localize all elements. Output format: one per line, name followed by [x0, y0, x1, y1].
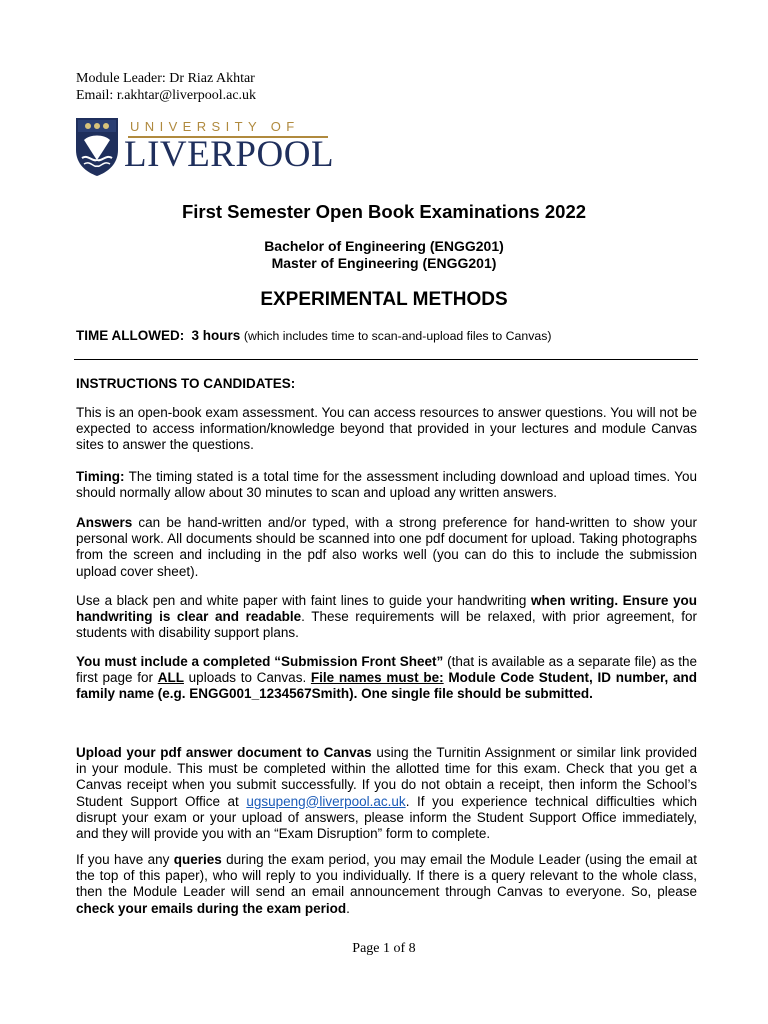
- module-leader: Module Leader: Dr Riaz Akhtar: [76, 71, 255, 86]
- divider: [74, 359, 698, 360]
- check-emails-emphasis: check your emails during the exam period: [76, 900, 347, 916]
- paragraph-front-sheet: [76, 654, 697, 703]
- front-sheet-text-a: (that is available as a separate file) as the first page for: [76, 654, 698, 686]
- upload-emphasis: Upload your pdf answer document to Canvas: [76, 745, 372, 760]
- page-number: Page 1 of 8: [352, 941, 416, 956]
- module-leader-email: Email: r.akhtar@liverpool.ac.uk: [76, 88, 257, 103]
- queries-text-b: during the exam period, you may email the Module Leader (using the email at the top of this paper), who will reply to you individually. If there is a query relevant to the whole class, then the Module Leader will send an email announcement through Canvas to everyone. So, please: [76, 852, 697, 900]
- handwriting-text-a: Use a black pen and white paper with faint lines to guide your handwriting: [76, 593, 531, 608]
- file-names-rule: Module Code Student, ID number, and family name (e.g. ENGG001_1234567Smith). One single file should be submitted.: [76, 670, 697, 702]
- paragraph-answers: [76, 515, 697, 580]
- timing-label: Timing:: [76, 469, 125, 484]
- queries-text-c: .: [346, 900, 350, 916]
- handwriting-emphasis: when writing. Ensure you handwriting is clear and readable: [76, 593, 697, 625]
- module-subject: EXPERIMENTAL METHODS: [260, 289, 508, 310]
- time-allowed-label: TIME ALLOWED:: [76, 328, 185, 343]
- support-email-link[interactable]: ugsupeng@liverpool.ac.uk: [246, 793, 406, 809]
- paragraph-queries: [76, 852, 697, 917]
- answers-label: Answers: [76, 515, 133, 530]
- front-sheet-all: ALL: [157, 670, 184, 686]
- front-sheet-text-b: uploads to Canvas.: [183, 670, 311, 686]
- logo-text-university-of: UNIVERSITY OF: [130, 119, 300, 134]
- queries-text-a: If you have any: [76, 852, 174, 867]
- queries-emphasis: queries: [173, 852, 222, 867]
- time-allowed-value: 3 hours: [191, 328, 241, 343]
- instructions-heading: INSTRUCTIONS TO CANDIDATES:: [76, 376, 296, 391]
- file-names-label: File names must be:: [310, 670, 444, 686]
- time-allowed-note: (which includes time to scan-and-upload files to Canvas): [243, 329, 552, 343]
- logo-text-liverpool: LIVERPOOL: [124, 134, 335, 175]
- exam-title: First Semester Open Book Examinations 2022: [181, 201, 587, 222]
- time-allowed: [76, 328, 551, 343]
- front-sheet-required: You must include a completed “Submission Front Sheet”: [76, 654, 444, 669]
- paragraph-upload: [76, 745, 697, 842]
- timing-text: The timing stated is a total time for the assessment including download and upload times. You should normally allow about 30 minutes to scan and upload any written answers.: [76, 469, 697, 501]
- degree-master: Master of Engineering (ENGG201): [271, 255, 497, 271]
- upload-text-b: . If you experience technical difficulties which disrupt your exam or your upload of answers, please inform the Student Support Office immediately, and they will provide you with an “Exam Disruption” form to complete.: [76, 793, 697, 842]
- degree-bachelor: Bachelor of Engineering (ENGG201): [264, 238, 504, 254]
- paragraph-open-book: This is an open-book exam assessment. You can access resources to answer questions. You will not be expected to access information/knowledge beyond that provided in your lectures and module Canvas sites to answer the questions.: [76, 405, 697, 453]
- answers-text: can be hand-written and/or typed, with a strong preference for hand-written to show your personal work. All documents should be scanned into one pdf document for upload. Taking photographs from the screen and including in the pdf also works well (you can do this to include the submission upload cover sheet).: [76, 515, 697, 579]
- upload-text-a: using the Turnitin Assignment or similar link provided in your module. This must be completed within the allotted time for this exam. Check that you get a Canvas receipt when you submit successfully. If you do not obtain a receipt, then inform the School’s Student Support Office at: [76, 745, 697, 809]
- paragraph-handwriting: [76, 593, 697, 642]
- handwriting-text-b: . These requirements will be relaxed, with prior agreement, for students with disability support plans.: [76, 609, 697, 641]
- paragraph-timing: [76, 469, 697, 501]
